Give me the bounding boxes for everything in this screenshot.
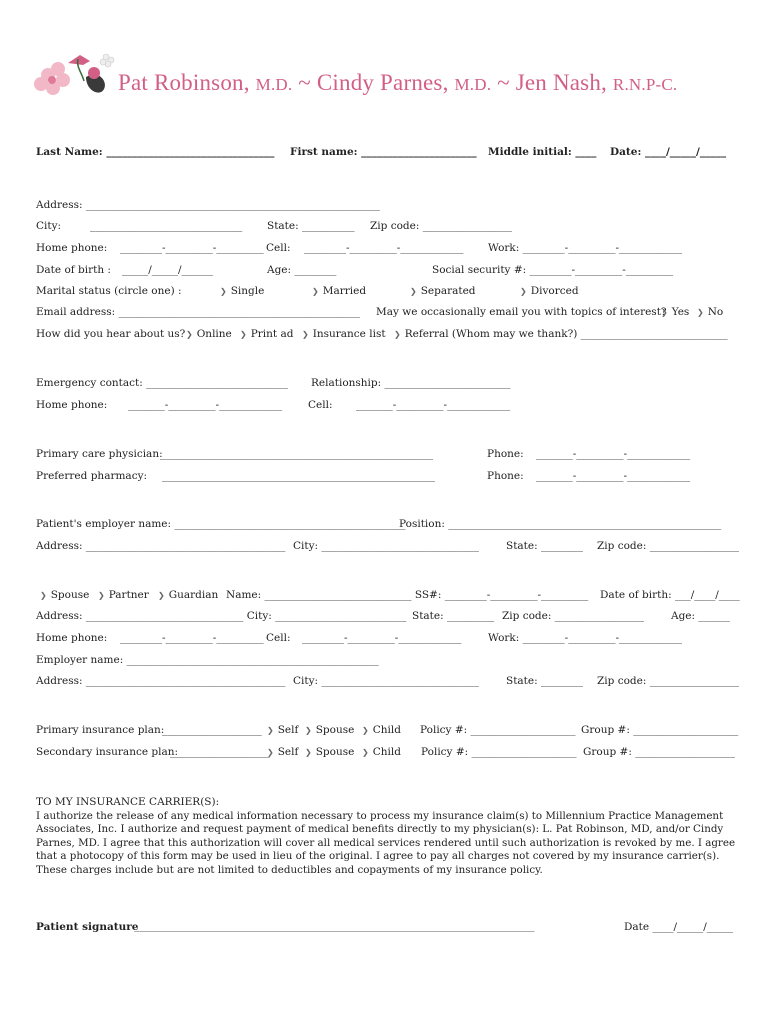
responsible-home-phone-field[interactable]: ________-_________-_________ [120, 632, 264, 644]
employer-address-field[interactable]: Address: ______________________________________ [36, 540, 286, 552]
referral-option-online[interactable]: ❯ Online [186, 328, 232, 341]
primary-group-field[interactable]: Group #: ____________________ [581, 724, 739, 736]
primary-insured-self[interactable]: ❯ Self [267, 724, 298, 737]
responsible-employer-state-field[interactable]: State: ________ [506, 675, 583, 687]
secondary-insured-spouse[interactable]: ❯ Spouse [305, 746, 354, 759]
city-label: City: [36, 220, 62, 232]
responsible-cell-field[interactable]: ________-_________-____________ [302, 632, 462, 644]
state-field[interactable]: State: __________ [267, 220, 355, 232]
marital-option-single[interactable]: ❯ Single [220, 285, 264, 298]
marital-option-divorced[interactable]: ❯ Divorced [520, 285, 579, 298]
first-name-field[interactable]: First name: ______________________ [290, 146, 477, 158]
responsible-home-phone-label: Home phone: [36, 632, 108, 644]
pharmacy-phone-field[interactable]: _______-_________-____________ [536, 470, 691, 482]
primary-insured-child[interactable]: ❯ Child [362, 724, 401, 737]
middle-initial-field[interactable]: Middle initial: ____ [488, 146, 597, 158]
secondary-insurance-label: Secondary insurance plan: [36, 746, 179, 758]
zip-code-field[interactable]: Zip code: _________________ [370, 220, 512, 232]
secondary-group-field[interactable]: Group #: ___________________ [583, 746, 735, 758]
signature-field[interactable]: _________________________________________________________________________________________ [134, 922, 535, 932]
date-of-birth-label: Date of birth : [36, 264, 111, 276]
responsible-state-field[interactable]: State: _________ [412, 610, 495, 622]
referral-source-label: How did you hear about us? [36, 328, 186, 340]
doctor-1: Pat Robinson, [118, 70, 256, 95]
referral-option-referral[interactable]: ❯ Referral (Whom may we thank?) ____________________________ [394, 328, 728, 341]
emergency-cell-field[interactable]: _______-_________-____________ [356, 399, 511, 411]
home-phone-field[interactable]: ________-_________-_________ [120, 242, 264, 254]
email-field[interactable]: Email address: ______________________________________________ [36, 306, 361, 318]
responsible-address-city-field[interactable]: Address: ______________________________ City: _________________________ [36, 610, 407, 622]
responsible-zip-field[interactable]: Zip code: _________________ [502, 610, 644, 622]
primary-care-field[interactable]: ____________________________________________________ [160, 448, 433, 460]
doctor-2-credential: M.D. [454, 75, 492, 94]
emergency-contact-field[interactable]: Emergency contact: ___________________________ [36, 377, 288, 389]
doctor-2: Cindy Parnes, [316, 70, 455, 95]
doctor-1-credential: M.D. [255, 75, 293, 94]
separator-2: ~ [491, 70, 516, 95]
responsible-dob-field[interactable]: Date of birth: ___/____/____ [600, 589, 740, 601]
signature-label: Patient signature [36, 921, 139, 933]
email-consent-question: May we occasionally email you with topics of interest? [376, 306, 667, 318]
responsible-employer-address-field[interactable]: Address: ______________________________________ [36, 675, 286, 687]
city-field[interactable]: _____________________________ [90, 220, 243, 232]
responsible-employer-zip-field[interactable]: Zip code: _________________ [597, 675, 739, 687]
doctor-3: Jen Nash, [515, 70, 613, 95]
referral-option-insurance-list[interactable]: ❯ Insurance list [302, 328, 386, 341]
emergency-cell-label: Cell: [308, 399, 333, 411]
employer-position-field[interactable]: Position: ____________________________________________________ [399, 518, 722, 530]
consent-title: TO MY INSURANCE CARRIER(S): [36, 796, 220, 808]
marital-status-label: Marital status (circle one) : [36, 285, 182, 297]
age-field[interactable]: Age: ________ [267, 264, 337, 276]
responsible-employer-name-field[interactable]: Employer name: ________________________________________________ [36, 654, 379, 666]
responsible-name-ssn-field[interactable]: Name: ____________________________ SS#: ________-_________-_________ [226, 589, 589, 601]
last-name-field[interactable]: Last Name: ________________________________ [36, 146, 275, 158]
social-security-field[interactable]: Social security #: ________-_________-_________ [432, 264, 674, 276]
employer-zip-field[interactable]: Zip code: _________________ [597, 540, 739, 552]
primary-care-phone-field[interactable]: _______-_________-____________ [536, 448, 691, 460]
pharmacy-label: Preferred pharmacy: [36, 470, 148, 482]
employer-city-field[interactable]: City: ______________________________ [293, 540, 479, 552]
employer-state-field[interactable]: State: ________ [506, 540, 583, 552]
emergency-relationship-field[interactable]: Relationship: ________________________ [311, 377, 511, 389]
emergency-home-phone-label: Home phone: [36, 399, 108, 411]
email-consent-no[interactable]: ❯ No [697, 306, 723, 319]
address-field[interactable]: Address: ________________________________________________________ [36, 199, 380, 211]
consent-text: I authorize the release of any medical information necessary to process my insurance claim(s) to Millennium Practice Management Associates, Inc. I authorize and request payment of medical benefits directly to my physician(s): L. Pat Robinson, MD, and/or Cindy Parnes, MD. I agree that this authorization will cover all medical services rendered until such authorization is revoked by me. I agree that a photocopy of this form may be used in lieu of the original. I agree to pay all charges not covered by my insurance carrier(s). These charges include but are not limited to deductibles and copayments of my insurance policy. [36, 810, 736, 876]
responsible-cell-label: Cell: [266, 632, 291, 644]
employer-name-field[interactable]: Patient's employer name: ____________________________________________ [36, 518, 406, 530]
primary-policy-field[interactable]: Policy #: ____________________ [420, 724, 576, 736]
separator-1: ~ [292, 70, 317, 95]
doctor-3-credential: R.N.P-C. [612, 75, 678, 94]
secondary-insured-child[interactable]: ❯ Child [362, 746, 401, 759]
primary-insured-spouse[interactable]: ❯ Spouse [305, 724, 354, 737]
referral-option-print-ad[interactable]: ❯ Print ad [240, 328, 293, 341]
marital-option-separated[interactable]: ❯ Separated [410, 285, 476, 298]
cell-phone-field[interactable]: ________-_________-____________ [304, 242, 464, 254]
responsible-employer-city-field[interactable]: City: ______________________________ [293, 675, 479, 687]
signature-date-field[interactable]: Date ____/_____/_____ [624, 921, 734, 933]
email-consent-yes[interactable]: ❯ Yes [661, 306, 689, 319]
secondary-policy-field[interactable]: Policy #: ____________________ [421, 746, 577, 758]
work-phone-field[interactable]: Work: ________-_________-____________ [488, 242, 683, 254]
pharmacy-field[interactable]: ____________________________________________________ [162, 470, 435, 482]
primary-insurance-field[interactable]: ___________________ [162, 724, 262, 736]
primary-care-label: Primary care physician: [36, 448, 163, 460]
date-field[interactable]: Date: ____/_____/_____ [610, 146, 727, 158]
emergency-home-phone-field[interactable]: _______-_________-____________ [128, 399, 283, 411]
secondary-insurance-field[interactable]: ___________________ [170, 746, 270, 758]
responsible-work-field[interactable]: Work: ________-_________-____________ [488, 632, 683, 644]
responsible-option-partner[interactable]: ❯ Partner [98, 589, 149, 602]
cell-label: Cell: [266, 242, 291, 254]
responsible-option-guardian[interactable]: ❯ Guardian [158, 589, 218, 602]
practice-logo [28, 45, 118, 105]
flower-bird-logo-icon [28, 45, 118, 105]
responsible-option-spouse[interactable]: ❯ Spouse [40, 589, 89, 602]
date-of-birth-field[interactable]: _____/_____/______ [122, 264, 214, 276]
responsible-age-field[interactable]: Age: ______ [671, 610, 730, 622]
pharmacy-phone-label: Phone: [487, 470, 524, 482]
primary-care-phone-label: Phone: [487, 448, 524, 460]
secondary-insured-self[interactable]: ❯ Self [267, 746, 298, 759]
home-phone-label: Home phone: [36, 242, 108, 254]
marital-option-married[interactable]: ❯ Married [312, 285, 366, 298]
practice-header [118, 70, 677, 96]
primary-insurance-label: Primary insurance plan: [36, 724, 165, 736]
